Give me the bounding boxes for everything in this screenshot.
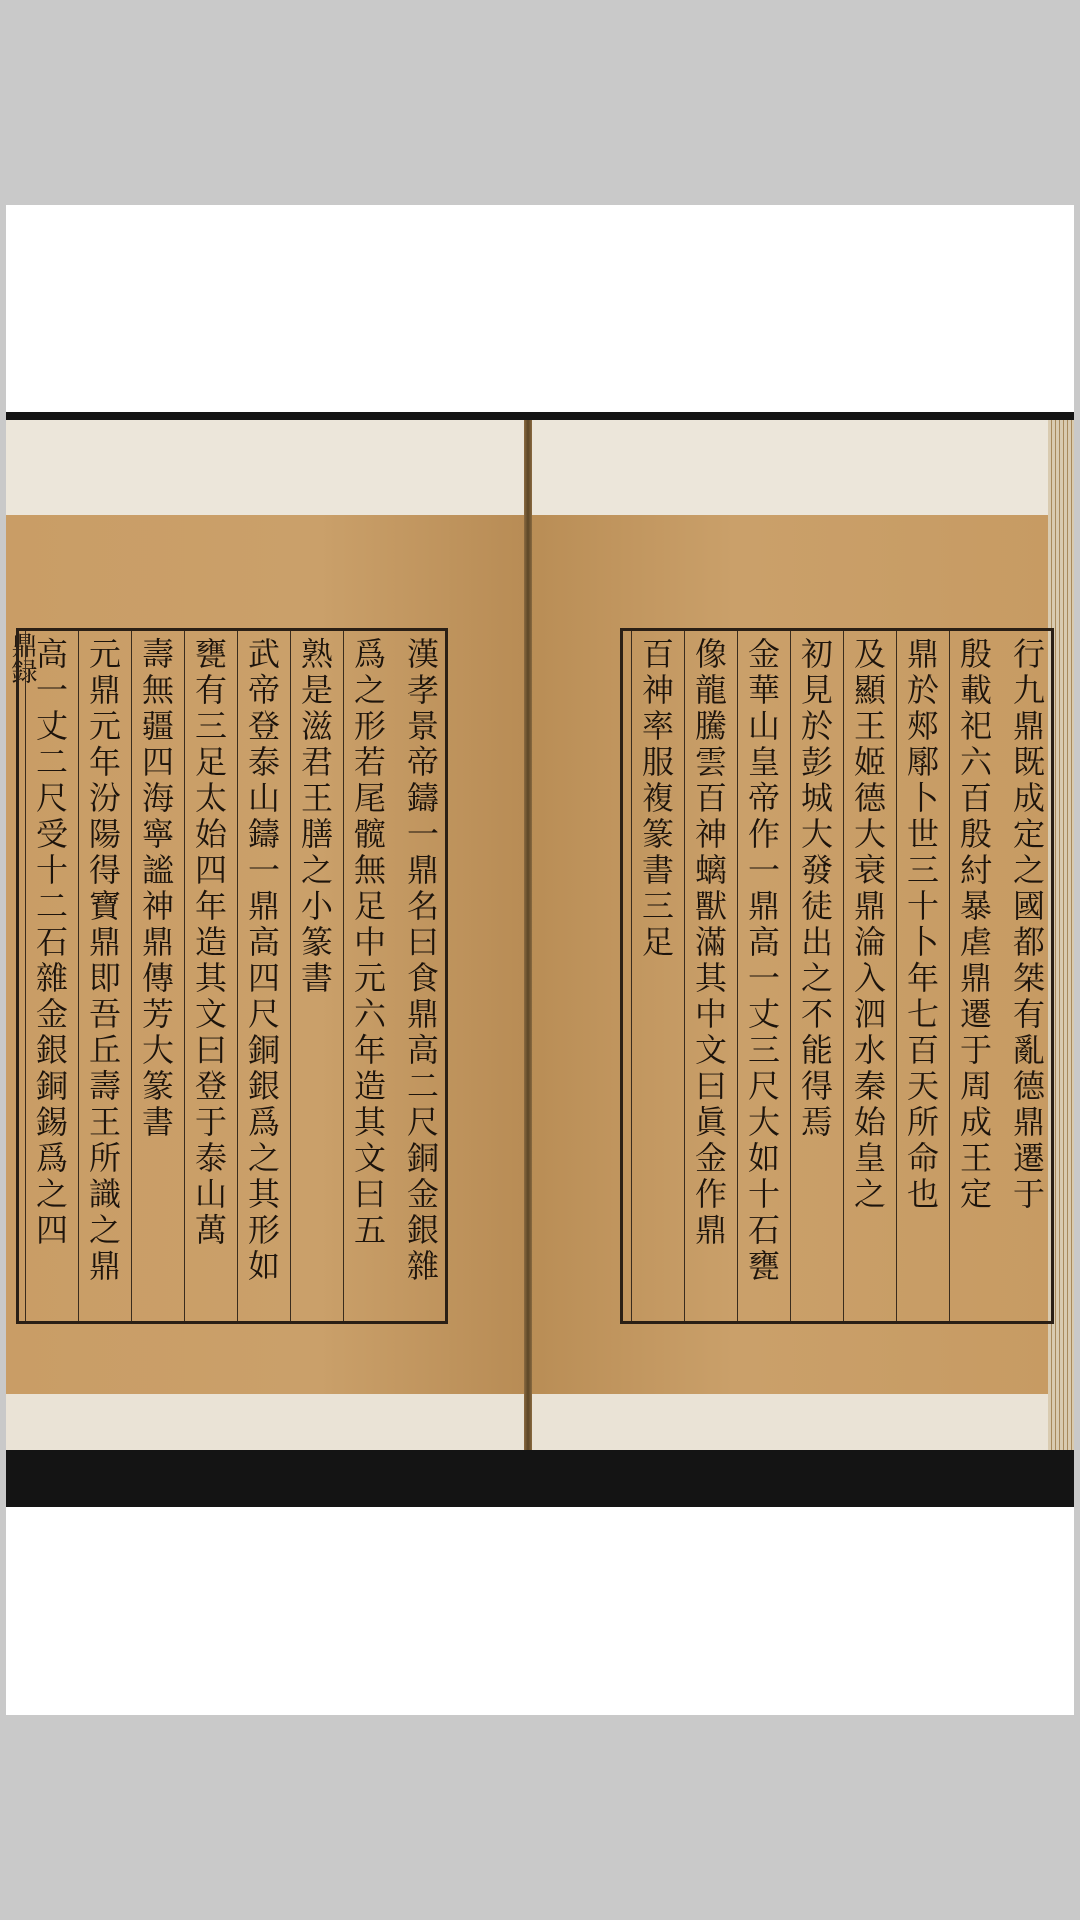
left-column-5: 甕有三足太始四年造其文曰登于泰山萬 (184, 631, 233, 1321)
right-column-5: 初見於彭城大發徒出之不能得焉 (790, 631, 839, 1321)
right-column-3: 鼎於郟鄏卜世三十卜年七百天所命也 (896, 631, 945, 1321)
left-page-top-margin (6, 420, 526, 515)
left-column-8: 高一丈二尺受十二石雜金銀銅錫爲之四 (25, 631, 74, 1321)
right-column-1: 行九鼎既成定之國都桀有亂德鼎遷于 (1008, 637, 1046, 1213)
left-column-6: 壽無疆四海寧謐神鼎傳芳大篆書 (131, 631, 180, 1321)
right-column-6: 金華山皇帝作一鼎高一丈三尺大如十石甕 (737, 631, 786, 1321)
book-gutter (524, 420, 532, 1450)
right-column-4: 及顯王姬德大衰鼎淪入泗水秦始皇之 (843, 631, 892, 1321)
right-page-top-margin (528, 420, 1048, 515)
left-column-4: 武帝登泰山鑄一鼎高四尺銅銀爲之其形如 (237, 631, 286, 1321)
right-text-block (620, 628, 1054, 1324)
right-column-2: 殷載祀六百殷紂暴虐鼎遷于周成王定 (949, 631, 998, 1321)
left-column-3: 熟是滋君王膳之小篆書 (290, 631, 339, 1321)
left-edge-label: 鼎録 (7, 632, 37, 684)
left-page-bottom-margin (6, 1394, 526, 1450)
right-page-bottom-margin (528, 1394, 1048, 1450)
right-column-8: 百神率服複篆書三足 (631, 631, 680, 1321)
book-photo (6, 412, 1074, 1507)
left-column-1: 漢孝景帝鑄一鼎名曰食鼎高二尺銅金銀雜 (402, 637, 440, 1285)
left-column-2: 爲之形若尾髋無足中元六年造其文曰五 (343, 631, 392, 1321)
left-text-block (16, 628, 448, 1324)
right-column-7: 像龍騰雲百神螭獸滿其中文曰眞金作鼎 (684, 631, 733, 1321)
left-column-7: 元鼎元年汾陽得寶鼎即吾丘壽王所識之鼎 (78, 631, 127, 1321)
